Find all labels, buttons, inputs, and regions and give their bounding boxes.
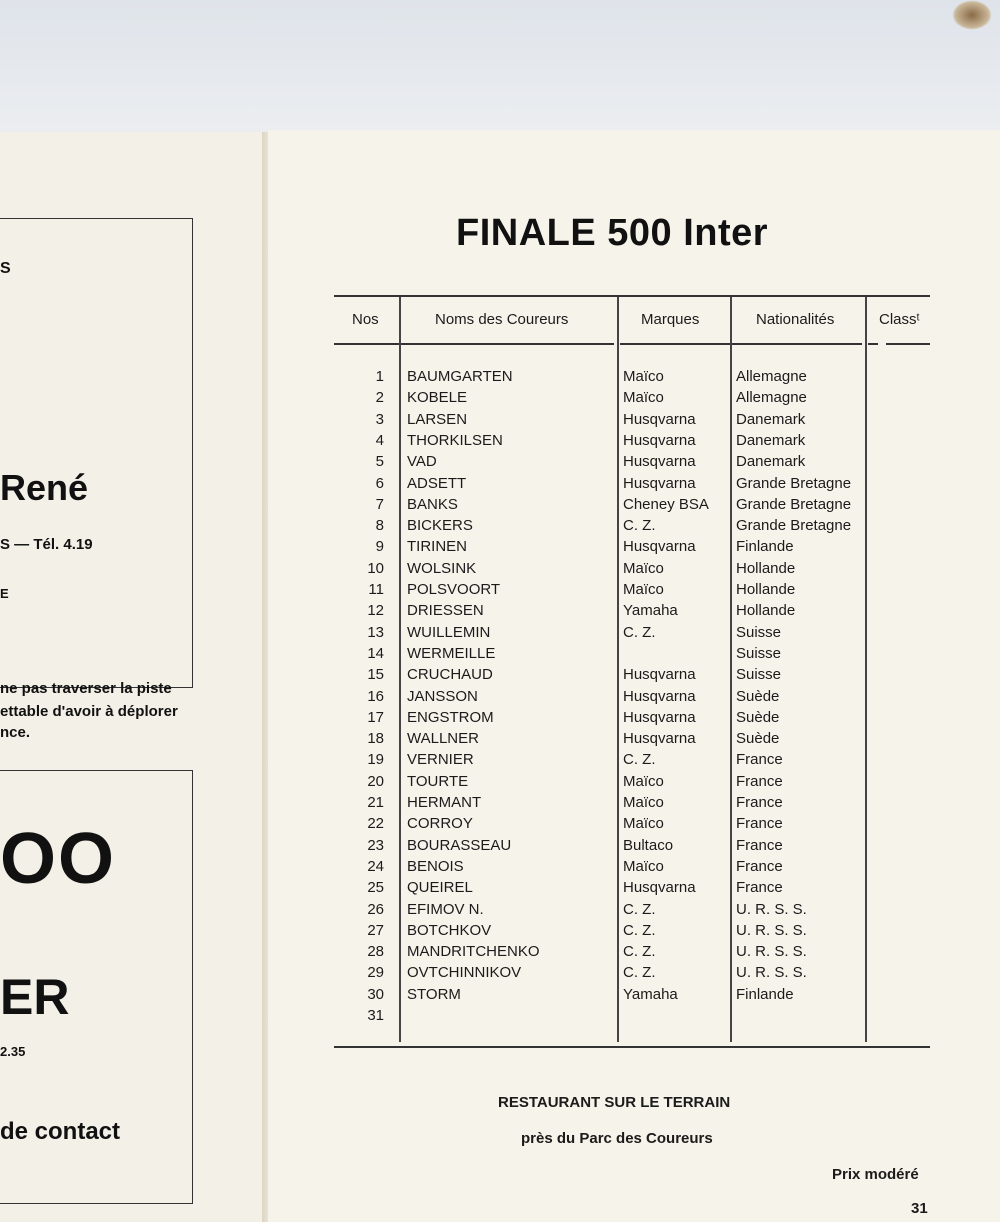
rider-number: 1	[375, 368, 384, 385]
rider-make: Husqvarna	[623, 666, 696, 684]
rider-nationality: U. R. S. S.	[736, 921, 807, 939]
rider-make: Husqvarna	[623, 879, 696, 897]
restaurant-subheading: près du Parc des Coureurs	[521, 1130, 713, 1147]
header-rule	[620, 343, 730, 345]
rider-nationality: Hollande	[736, 581, 796, 598]
column-header-class: Classᵗ	[879, 311, 920, 328]
rider-number: 12	[367, 602, 384, 620]
rider-make: Husqvarna	[623, 538, 696, 556]
rider-make: Husqvarna	[623, 730, 696, 748]
rider-name: TOURTE	[407, 772, 469, 790]
column-header-nationality: Nationalités	[756, 311, 835, 328]
rider-nationality: Allemagne	[736, 368, 807, 385]
rider-nationality: Suède	[736, 708, 780, 726]
rider-nationality: Danemark	[736, 410, 806, 428]
rider-name: BOURASSEAU	[407, 836, 512, 854]
rider-number: 7	[375, 495, 384, 513]
left-warning-line-3: nce.	[0, 724, 31, 741]
left-fragment-name: René	[0, 467, 89, 508]
rider-number: 13	[367, 623, 384, 641]
rider-number: 19	[367, 751, 384, 769]
rider-nationality: France	[736, 879, 783, 897]
rider-nationality: Grande Bretagne	[736, 517, 852, 535]
table-row	[334, 368, 930, 389]
left-fragment-contact: de contact	[0, 1118, 121, 1145]
rider-name: VERNIER	[407, 751, 474, 769]
rider-name: WERMEILLE	[407, 644, 496, 662]
rider-number: 16	[367, 687, 384, 705]
rider-nationality: Finlande	[736, 538, 794, 556]
table-row	[334, 581, 930, 602]
rider-make: Husqvarna	[623, 410, 696, 428]
rider-nationality: Suède	[736, 687, 780, 705]
rider-nationality: Allemagne	[736, 389, 807, 407]
rider-nationality: U. R. S. S.	[736, 943, 807, 961]
rider-name: DRIESSEN	[407, 602, 484, 620]
rider-name: EFIMOV N.	[407, 900, 484, 918]
rider-number: 23	[367, 836, 384, 854]
rider-name: VAD	[407, 453, 437, 471]
header-rule	[886, 343, 930, 345]
rider-number: 4	[375, 431, 384, 449]
rider-number: 22	[367, 815, 384, 833]
rider-make: Cheney BSA	[623, 495, 709, 513]
table-row	[334, 666, 930, 687]
table-row	[334, 922, 930, 943]
table-row	[334, 879, 930, 900]
rider-number: 2	[375, 389, 384, 407]
table-row	[334, 1007, 930, 1028]
left-fragment-oo: OO	[0, 819, 117, 899]
rider-number: 3	[375, 410, 384, 428]
rider-name: WUILLEMIN	[407, 623, 491, 641]
rider-number: 6	[375, 474, 384, 492]
rider-number: 17	[367, 708, 384, 726]
rider-nationality: Hollande	[736, 559, 796, 577]
rider-nationality: France	[736, 857, 783, 875]
table-row	[334, 773, 930, 794]
rider-make: C. Z.	[623, 517, 656, 535]
table-row	[334, 815, 930, 836]
rider-make: C. Z.	[623, 921, 656, 939]
rider-number: 5	[375, 453, 384, 471]
table-row	[334, 986, 930, 1007]
rider-make: C. Z.	[623, 900, 656, 918]
table-row	[334, 389, 930, 410]
table-row	[334, 560, 930, 581]
header-rule	[732, 343, 862, 345]
rider-name: MANDRITCHENKO	[407, 943, 540, 961]
rider-nationality: Grande Bretagne	[736, 495, 852, 513]
left-ad-box-top	[0, 218, 193, 688]
left-warning-line-2: ettable d'avoir à déplorer	[0, 703, 178, 720]
table-row	[334, 602, 930, 623]
rider-name: CRUCHAUD	[407, 666, 493, 684]
table-row	[334, 624, 930, 645]
column-header-name: Noms des Coureurs	[435, 311, 569, 328]
left-fragment-er: ER	[0, 969, 70, 1025]
restaurant-heading: RESTAURANT SUR LE TERRAIN	[498, 1094, 731, 1111]
column-header-make: Marques	[641, 311, 700, 328]
rider-number: 31	[367, 1007, 384, 1024]
rider-make: Maïco	[623, 559, 664, 577]
table-row	[334, 538, 930, 559]
rider-nationality: France	[736, 794, 783, 811]
rider-make: Maïco	[623, 857, 664, 875]
left-fragment-phone: S — Tél. 4.19	[0, 536, 93, 553]
rider-name: STORM	[407, 985, 461, 1003]
rider-make: C. Z.	[623, 943, 656, 961]
table-row	[334, 858, 930, 879]
scan-background	[0, 0, 1000, 140]
rider-name: ENGSTROM	[407, 708, 494, 726]
rider-nationality: Danemark	[736, 453, 806, 471]
rider-number: 24	[367, 857, 384, 875]
table-row	[334, 517, 930, 538]
rider-make: Husqvarna	[623, 474, 696, 492]
rider-make: Bultaco	[623, 836, 674, 854]
rider-make: C. Z.	[623, 964, 656, 982]
rider-nationality: Grande Bretagne	[736, 474, 852, 492]
price-note: Prix modéré	[832, 1166, 919, 1183]
paper-stain	[952, 0, 992, 30]
rider-name: BENOIS	[407, 857, 464, 875]
rider-nationality: Danemark	[736, 431, 806, 449]
rider-name: THORKILSEN	[407, 431, 503, 449]
rider-nationality: U. R. S. S.	[736, 964, 807, 982]
rider-make: Yamaha	[623, 602, 678, 620]
rider-nationality: Suisse	[736, 666, 782, 684]
rider-nationality: France	[736, 772, 783, 790]
rider-number: 15	[367, 666, 384, 684]
left-fragment-phone2: 2.35	[0, 1044, 26, 1059]
header-rule	[334, 343, 614, 345]
column-header-no: Nos	[352, 311, 379, 328]
rider-name: OVTCHINNIKOV	[407, 964, 522, 982]
table-row	[334, 475, 930, 496]
rider-nationality: France	[736, 815, 783, 833]
left-warning-line-1: ne pas traverser la piste	[0, 680, 172, 697]
rider-make: Husqvarna	[623, 687, 696, 705]
rider-name: BAUMGARTEN	[407, 368, 513, 385]
rider-name: BOTCHKOV	[407, 921, 492, 939]
rider-make: Husqvarna	[623, 708, 696, 726]
rider-name: KOBELE	[407, 389, 468, 407]
rider-make: Maïco	[623, 581, 664, 598]
table-row	[334, 751, 930, 772]
table-row	[334, 901, 930, 922]
rider-number: 20	[367, 772, 384, 790]
table-row	[334, 432, 930, 453]
rider-make: C. Z.	[623, 751, 656, 769]
rider-make: Maïco	[623, 389, 664, 407]
table-row	[334, 645, 930, 666]
header-rule	[868, 343, 878, 345]
rider-number: 9	[375, 538, 384, 556]
rider-number: 14	[367, 644, 384, 662]
rider-make: Husqvarna	[623, 453, 696, 471]
rider-name: POLSVOORT	[407, 581, 501, 598]
left-fragment-e: E	[0, 586, 9, 601]
rider-make: Yamaha	[623, 985, 678, 1003]
rider-number: 8	[375, 517, 384, 535]
table-row	[334, 837, 930, 858]
rider-number: 27	[367, 921, 384, 939]
rider-nationality: Suède	[736, 730, 780, 748]
table-row	[334, 709, 930, 730]
rider-make: Maïco	[623, 368, 664, 385]
rider-nationality: Hollande	[736, 602, 796, 620]
rider-number: 25	[367, 879, 384, 897]
table-bottom-rule	[334, 1046, 930, 1048]
rider-name: TIRINEN	[407, 538, 467, 556]
rider-nationality: France	[736, 836, 783, 854]
table-row	[334, 730, 930, 751]
table-row	[334, 411, 930, 432]
rider-nationality: Suisse	[736, 623, 782, 641]
rider-number: 18	[367, 730, 384, 748]
table-row	[334, 496, 930, 517]
left-fragment-s: S	[0, 260, 11, 277]
rider-name: CORROY	[407, 815, 473, 833]
rider-make: Maïco	[623, 772, 664, 790]
rider-make: C. Z.	[623, 623, 656, 641]
page-title: FINALE 500 Inter	[456, 212, 769, 254]
rider-nationality: Finlande	[736, 985, 794, 1003]
rider-number: 11	[368, 581, 384, 598]
rider-name: WALLNER	[407, 730, 479, 748]
rider-nationality: France	[736, 751, 783, 769]
table-top-rule	[334, 295, 930, 297]
rider-name: BANKS	[407, 495, 458, 513]
rider-make: Maïco	[623, 815, 664, 833]
rider-number: 28	[367, 943, 384, 961]
rider-nationality: Suisse	[736, 644, 782, 662]
table-row	[334, 794, 930, 815]
rider-name: JANSSON	[407, 687, 478, 705]
table-row	[334, 964, 930, 985]
rider-nationality: U. R. S. S.	[736, 900, 807, 918]
rider-number: 10	[367, 559, 384, 577]
rider-name: ADSETT	[407, 474, 467, 492]
table-row	[334, 943, 930, 964]
rider-name: BICKERS	[407, 517, 473, 535]
rider-number: 26	[367, 900, 384, 918]
rider-number: 21	[367, 794, 384, 811]
rider-name: LARSEN	[407, 410, 468, 428]
rider-name: HERMANT	[407, 794, 482, 811]
left-page	[0, 132, 270, 1222]
rider-number: 29	[367, 964, 384, 982]
rider-name: QUEIREL	[407, 879, 473, 897]
rider-name: WOLSINK	[407, 559, 477, 577]
table-row	[334, 688, 930, 709]
table-row	[334, 453, 930, 474]
page-number: 31	[911, 1200, 928, 1217]
rider-number: 30	[367, 985, 384, 1003]
rider-make: Maïco	[623, 794, 664, 811]
rider-make: Husqvarna	[623, 431, 696, 449]
